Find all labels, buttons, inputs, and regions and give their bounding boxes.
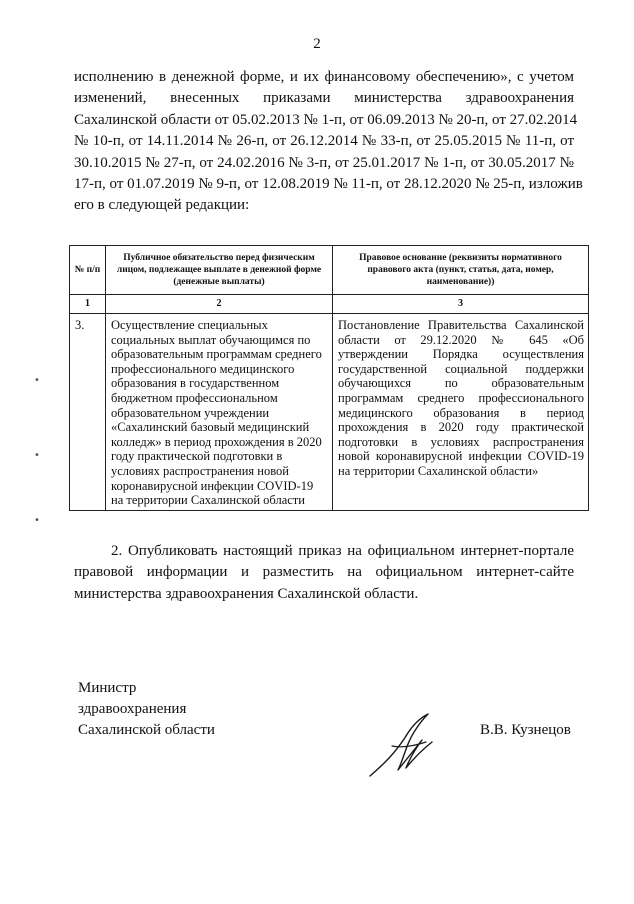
header-legal-basis: Правовое основание (реквизиты нормативного правового акта (пункт, статья, дата, номер, наименование)) — [333, 246, 589, 295]
intro-line: 17-п, от 01.07.2019 № 9-п, от 12.08.2019 № 11-п, от 28.12.2020 № 25-п, изложив — [74, 176, 583, 193]
table-row — [70, 314, 589, 511]
basis-line: подготовки в условиях распространения — [338, 434, 584, 449]
header-number: № п/п — [70, 246, 106, 295]
scan-artifact-dot: • — [34, 450, 40, 461]
basis-line: обучающихся по образовательным — [338, 376, 584, 391]
row-number: 3. — [70, 314, 106, 511]
intro-line: исполнению в денежной форме, и их финансовому обеспечению», с учетом — [74, 69, 574, 85]
table-header-row — [70, 246, 589, 295]
column-number: 1 — [70, 295, 106, 314]
obligation-line: образовательным программам среднего — [111, 347, 322, 362]
basis-line: на территории Сахалинской области» — [338, 463, 539, 478]
item2-line: правовой информации и разместить на официальном интернет-сайте — [74, 564, 574, 581]
scan-artifact-dot: • — [34, 375, 40, 386]
legal-basis-cell — [333, 314, 589, 511]
basis-line: новой коронавирусной инфекции COVID-19 — [338, 449, 584, 464]
basis-line: программам среднего профессионального — [338, 390, 584, 405]
obligation-line: образовательном учреждении — [111, 405, 270, 420]
intro-line: 30.10.2015 № 27-п, от 24.02.2016 № 3-п, от 25.01.2017 № 1-п, от 30.05.2017 № — [74, 154, 574, 171]
obligation-line: коронавирусной инфекции COVID-19 — [111, 478, 314, 493]
obligation-line: профессионального медицинского — [111, 361, 295, 376]
item2-line: 2. Опубликовать настоящий приказ на официальном интернет-портале — [111, 543, 574, 559]
signatory-title-line: Министр — [78, 680, 137, 696]
obligation-line: «Сахалинский базовый медицинский — [111, 420, 310, 435]
header-obligation: Публичное обязательство перед физическим лицом, подлежащее выплате в денежной форме (денежные выплаты) — [106, 246, 333, 295]
obligation-line: на территории Сахалинской области — [111, 493, 305, 508]
basis-line: прохождения в 2020 году практической — [338, 420, 584, 435]
basis-line: медицинского образования в период — [338, 405, 584, 420]
obligations-table — [69, 245, 589, 511]
obligation-line: колледж» в период прохождения в 2020 — [111, 434, 322, 449]
handwritten-signature — [362, 706, 442, 786]
obligation-cell — [106, 314, 333, 511]
intro-paragraph — [74, 67, 583, 217]
obligation-line: бюджетном профессиональном — [111, 390, 278, 405]
obligation-line: образования в государственном — [111, 376, 280, 391]
intro-line: его в следующей редакции: — [74, 197, 250, 214]
column-number-row — [70, 295, 589, 314]
intro-line: Сахалинской области от 05.02.2013 № 1-п, от 06.09.2013 № 20-п, от 27.02.2014 — [74, 111, 578, 128]
signatory-title — [78, 678, 215, 741]
obligation-line: Осуществление специальных — [111, 318, 268, 332]
obligation-line: социальных выплат обучающимся по — [111, 332, 311, 347]
signatory-title-line: Сахалинской области — [78, 722, 215, 738]
scan-artifact-dot: • — [34, 515, 40, 526]
obligation-line: условиях распространения новой — [111, 463, 289, 478]
signatory-name: В.В. Кузнецов — [480, 722, 571, 738]
column-number: 3 — [333, 295, 589, 314]
obligation-line: году практической подготовки в — [111, 449, 283, 464]
basis-line: Постановление Правительства Сахалинской — [338, 318, 584, 332]
basis-line: утверждении Порядка осуществления — [338, 347, 584, 362]
basis-line: области от 29.12.2020 № 645 «Об — [338, 332, 584, 347]
signatory-title-line: здравоохранения — [78, 701, 187, 717]
page-number: 2 — [313, 36, 321, 52]
basis-line: государственной социальной поддержки — [338, 361, 584, 376]
intro-line: № 10-п, от 14.11.2014 № 26-п, от 26.12.2014 № 33-п, от 25.05.2015 № 11-п, от — [74, 133, 574, 150]
item2-line: министерства здравоохранения Сахалинской области. — [74, 585, 419, 602]
intro-line: изменений, внесенных приказами министерства здравоохранения — [74, 90, 574, 107]
column-number: 2 — [106, 295, 333, 314]
publication-paragraph — [74, 541, 574, 605]
